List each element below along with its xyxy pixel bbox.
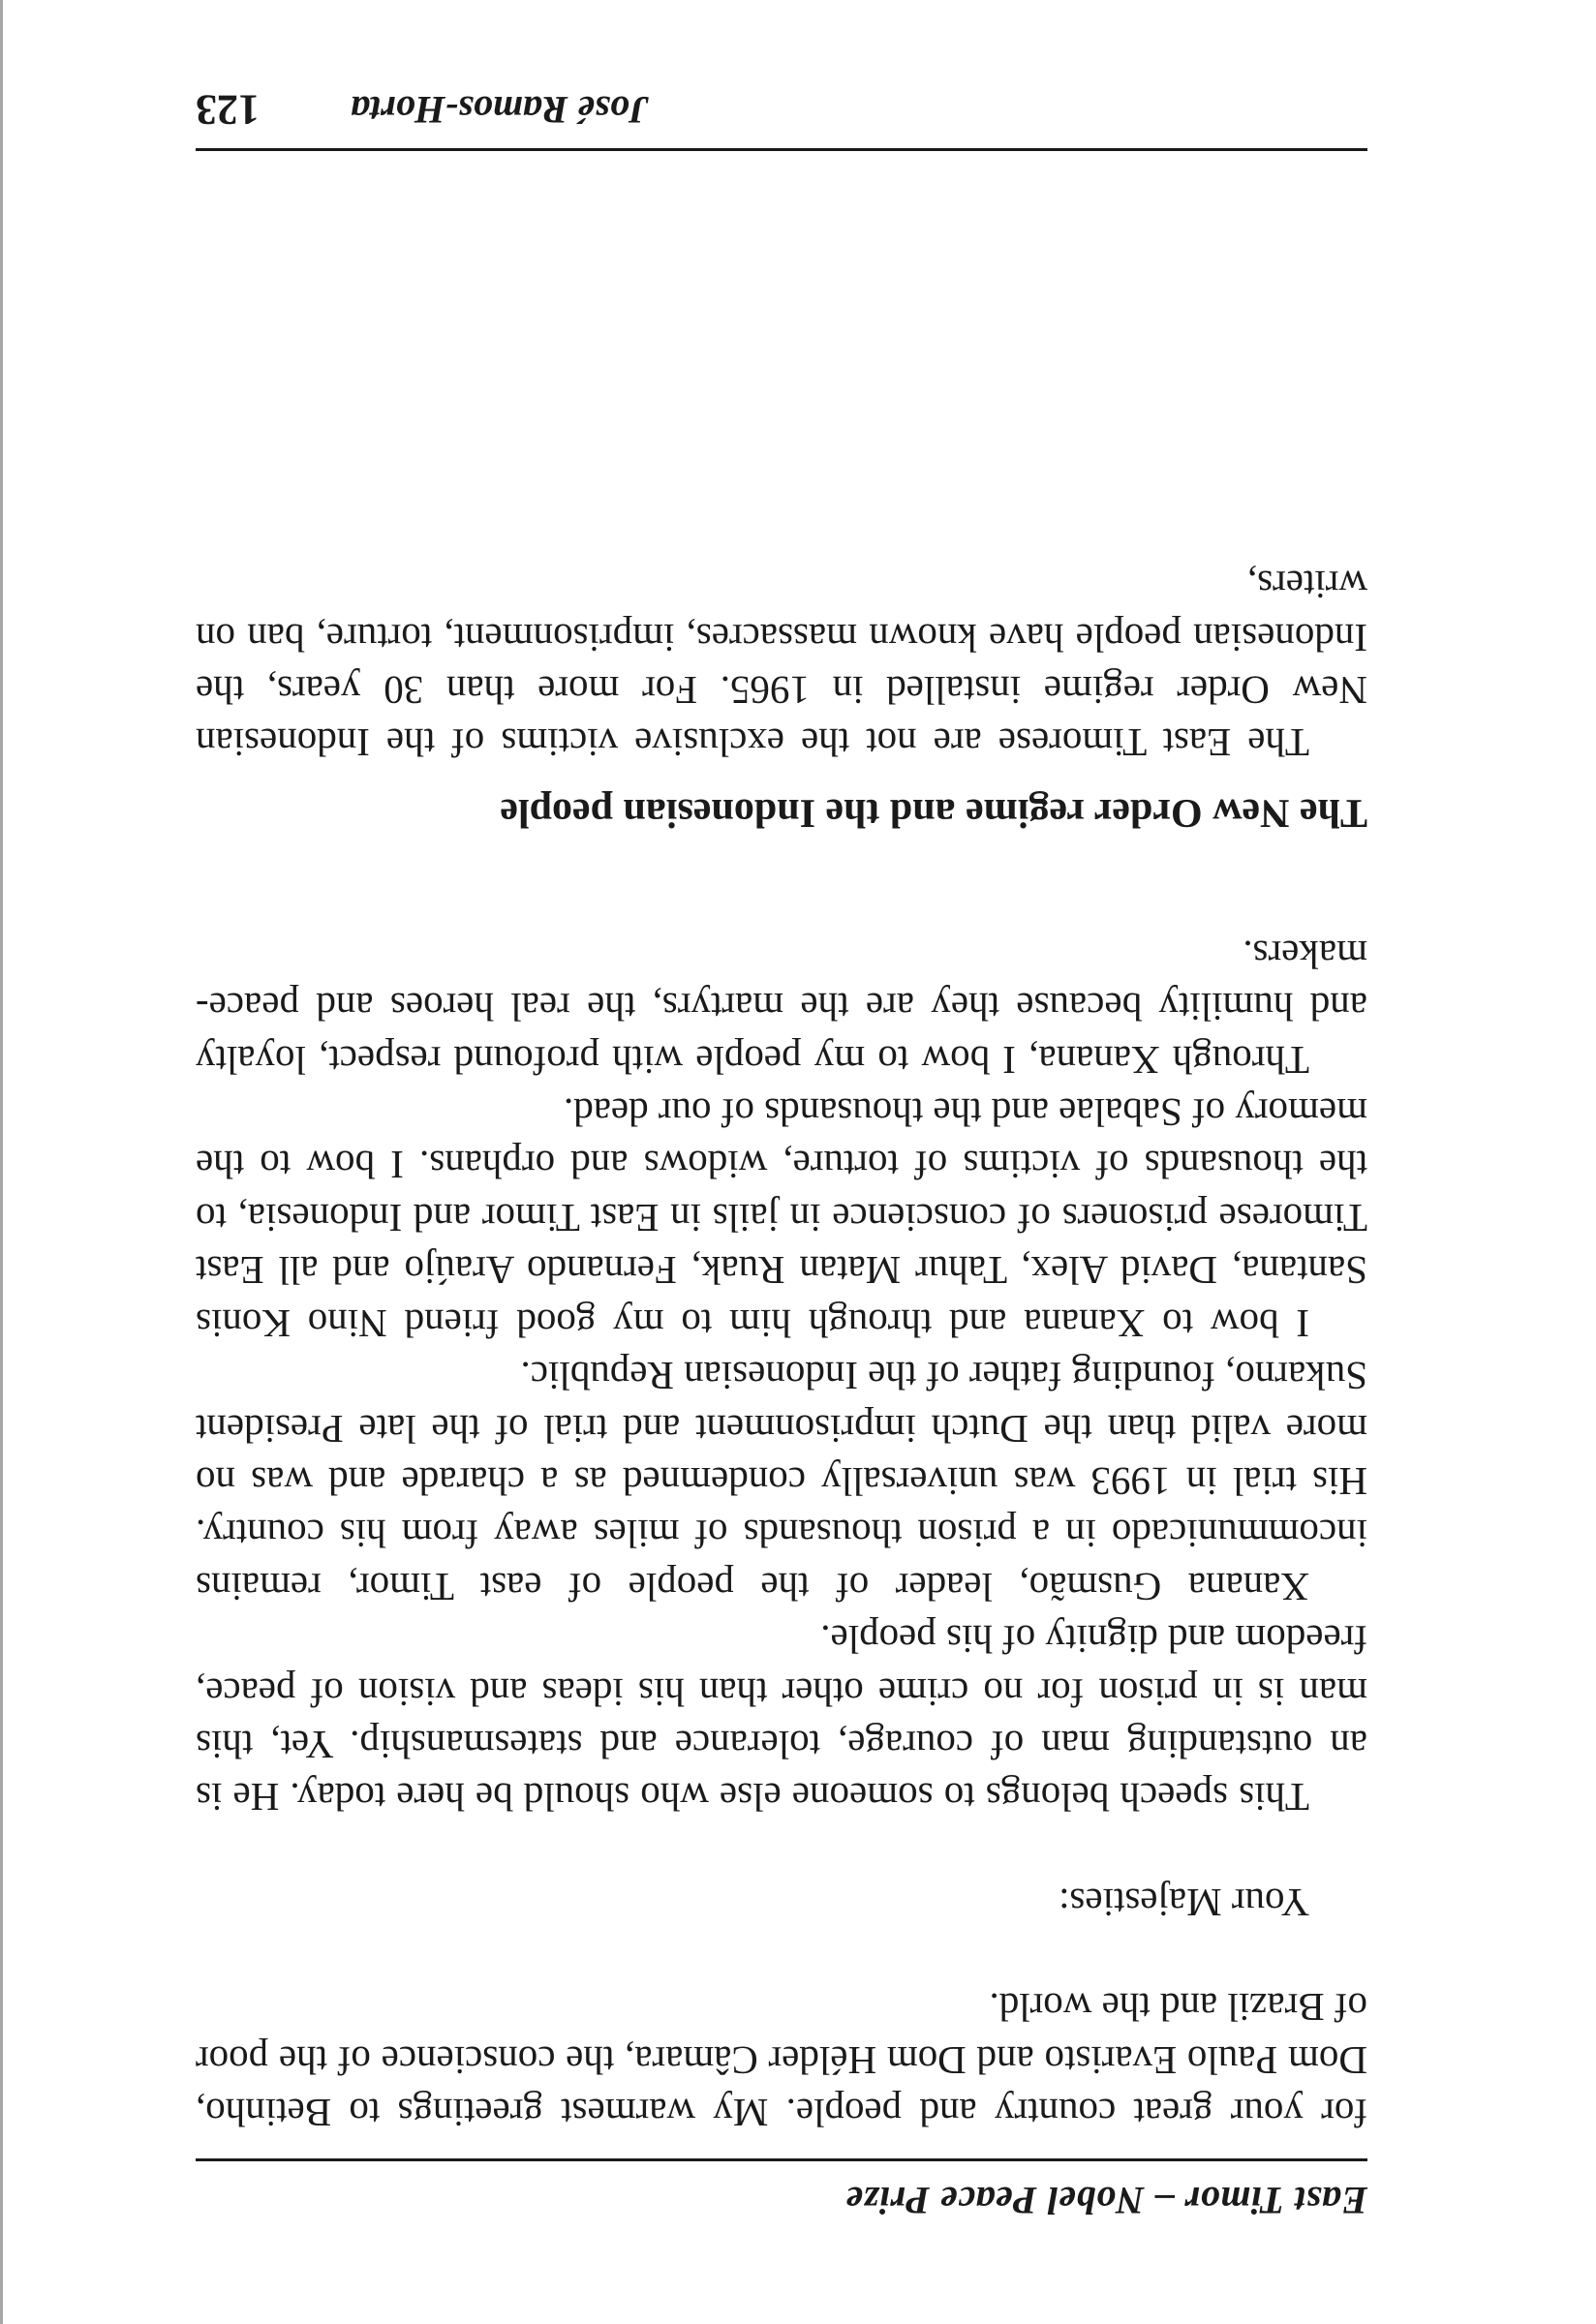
footer-rule xyxy=(196,148,1367,151)
footer-author: José Ramos-Horta xyxy=(351,88,649,132)
salutation: Your Majesties: xyxy=(1059,1880,1309,1925)
paragraph: This speech belongs to someone else who should be here today. He is an outstanding man of courage, tolerance and statesmanship. Yet, this man is in prison for no crime other than his ideas and vision of peace, freedom and dignity of his people. xyxy=(196,1617,1367,1820)
header-rule xyxy=(196,2158,1367,2161)
paragraph: for your great country and people. My warmest greetings to Betinho, Dom Paulo Evaristo and Dom Hélder Câmara, the conscience of the poor of Brazil and the world. xyxy=(196,1985,1367,2135)
section-heading: The New Order regime and the Indonesian people xyxy=(500,790,1367,836)
running-head-title: East Timor – Nobel Peace Prize xyxy=(845,2179,1367,2222)
running-head xyxy=(196,2165,1367,2235)
paragraph: I bow to Xanana and through him to my good friend Nino Konis Santana, David Alex, Tahur Matan Ruak, Fernando Araújo and all East Timorese prisoners of conscience in jails in East Timor and Indonesia, to the thousands of victims of torture, widows and orphans. I bow to the memory of Sabalae and the thousands of our dead. xyxy=(196,1090,1367,1346)
paragraph: Through Xanana, I bow to my people with profound respect, loyalty and humility because they are the martyrs, the real heroes and peace-makers. xyxy=(196,932,1367,1083)
page-footer xyxy=(196,76,1367,143)
page-content xyxy=(196,86,1367,2235)
page-number: 123 xyxy=(196,86,260,134)
paragraph: Xanana Gusmão, leader of the people of east Timor, remains incommunicado in a prison thousands of miles away from his country. His trial in 1993 was universally condemned as a charade and was no more valid than the Dutch imprisonment and trial of the late President Sukarno, founding father of the Indonesian Republic. xyxy=(196,1354,1367,1609)
body-text xyxy=(196,559,1367,2139)
scan-edge-line xyxy=(0,0,3,2324)
paragraph: The East Timorese are not the exclusive victims of the Indonesian New Order regime installed in 1965. For more than 30 years, the Indonesian people have known massacres, imprisonment, torture, ban on writers, xyxy=(196,563,1367,766)
